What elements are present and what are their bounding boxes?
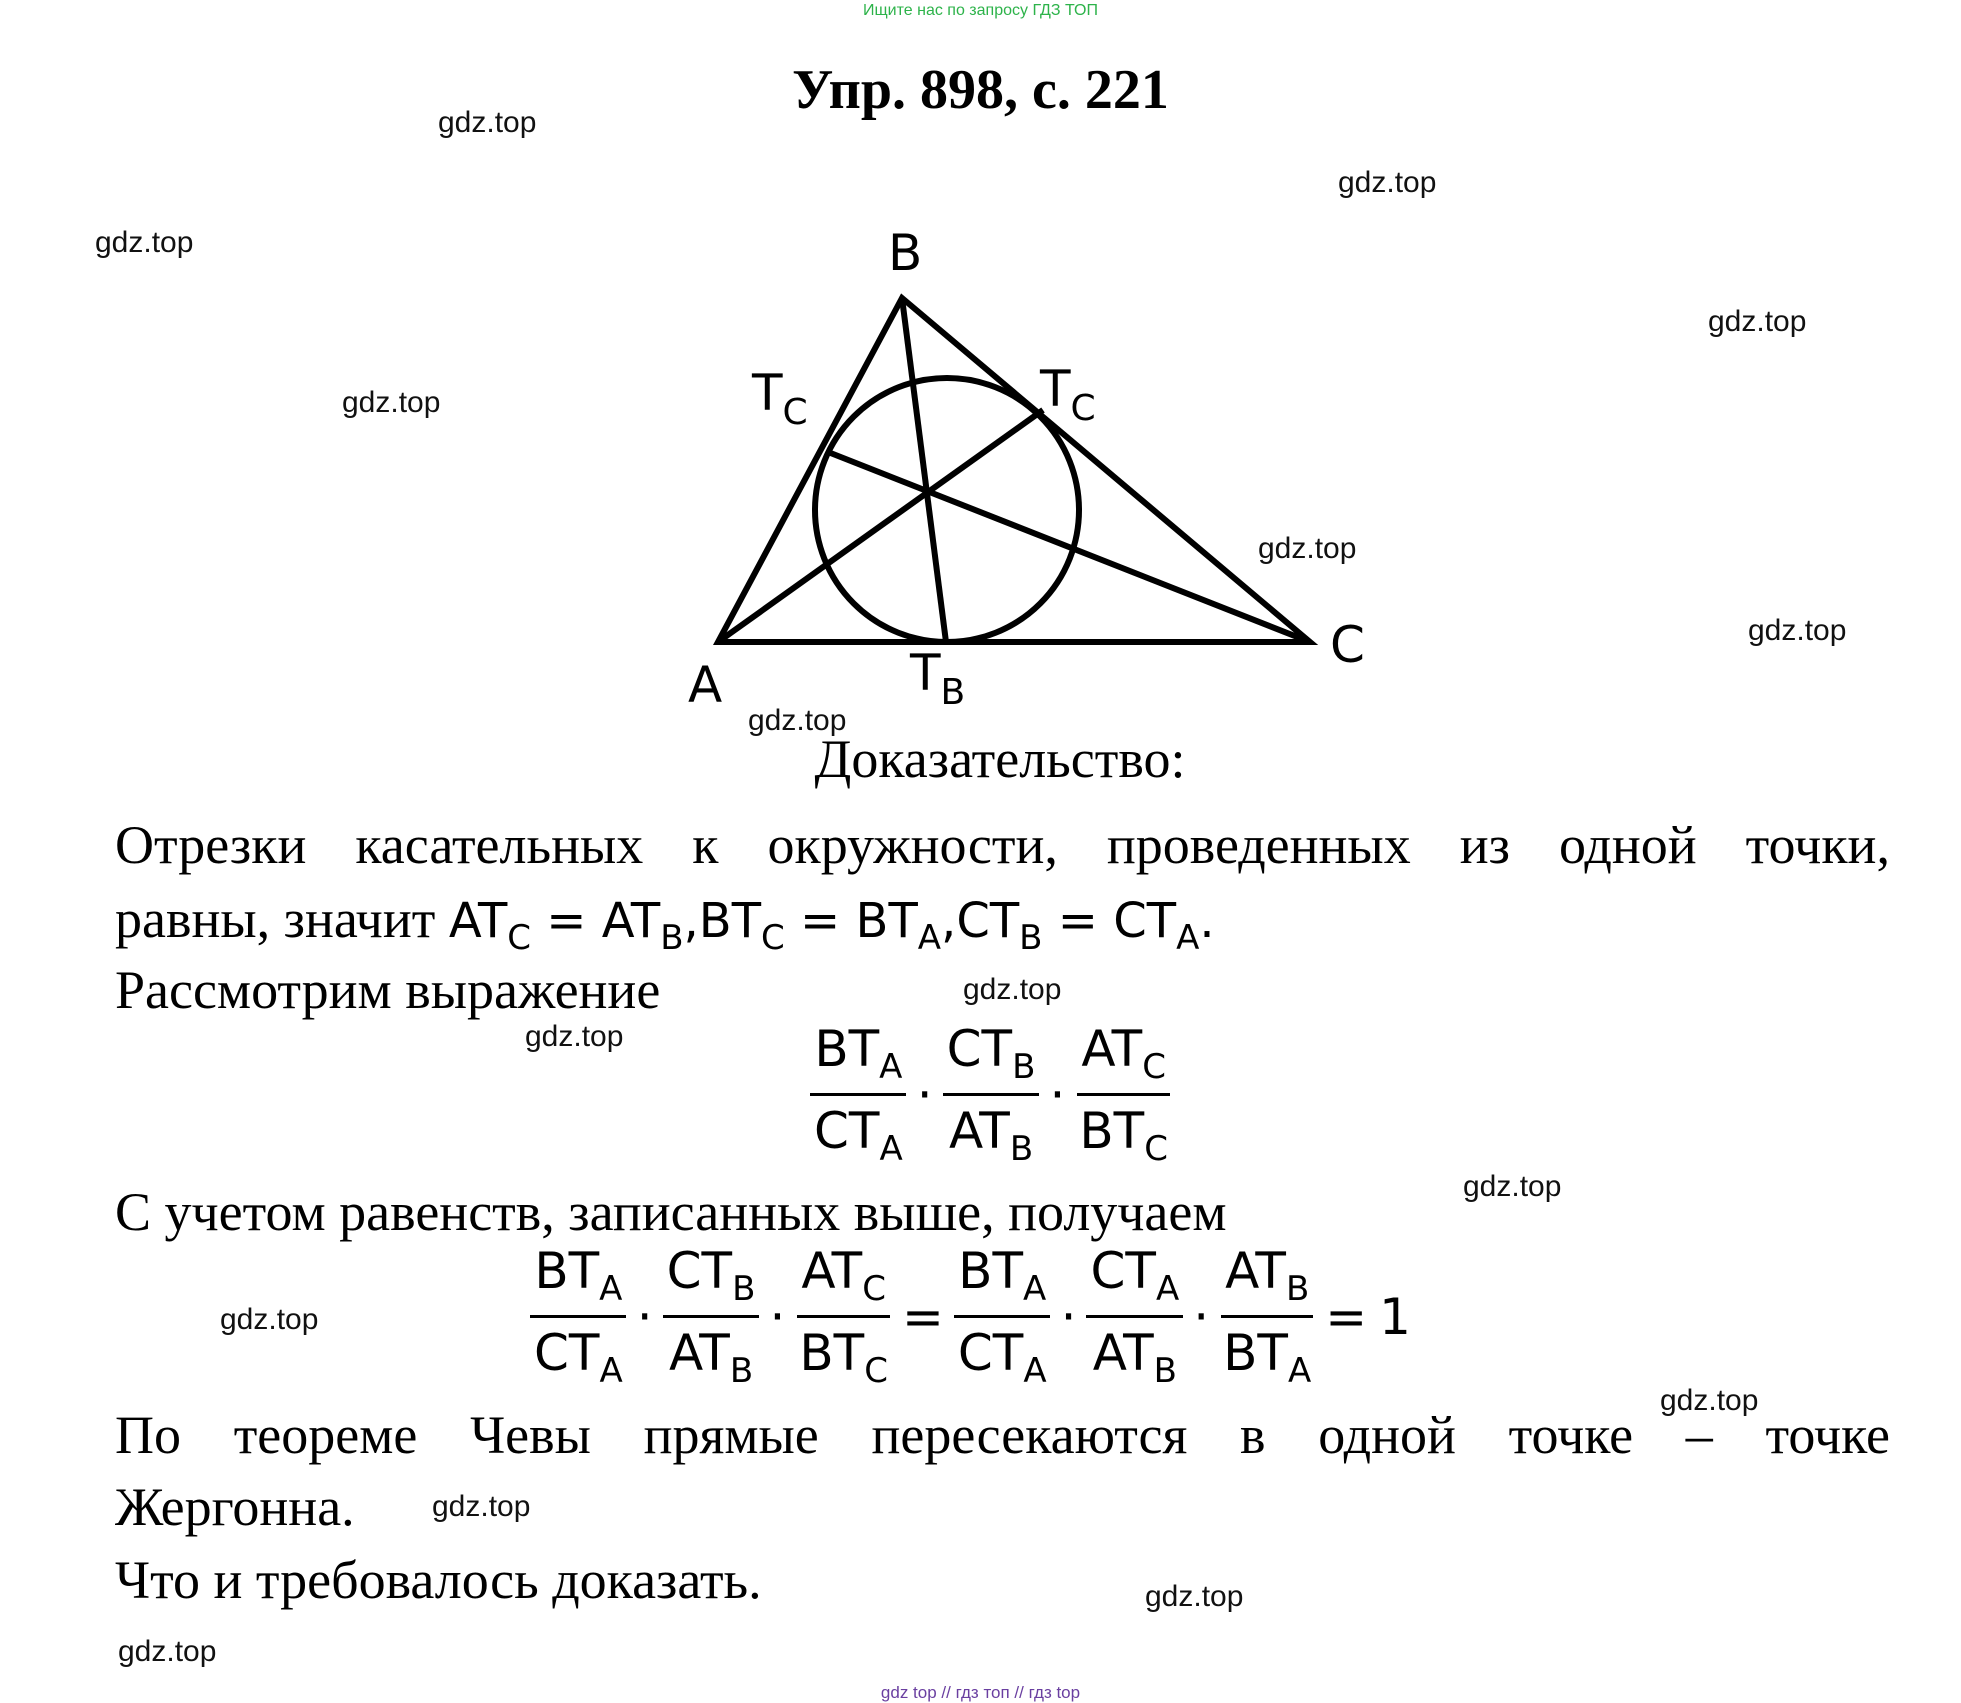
watermark: gdz.top <box>118 1635 217 1668</box>
triangle-abc <box>718 298 1310 642</box>
word: точки, <box>1745 815 1890 875</box>
paragraph-line-2: равны, значит $AT_C = AT_B,BT_C = BT_A,CT_B = CT_A$. <box>115 889 1215 958</box>
watermark: gdz.top <box>220 1303 319 1336</box>
watermark: gdz.top <box>1258 532 1357 565</box>
cevian-b <box>902 298 946 642</box>
word: точке <box>1508 1405 1634 1465</box>
word: в <box>1240 1405 1266 1465</box>
watermark: gdz.top <box>1748 614 1847 647</box>
word: точке <box>1765 1405 1890 1465</box>
word: одной <box>1318 1405 1456 1465</box>
word: пересекаются <box>871 1405 1188 1465</box>
expression: $\frac{BT_A}{CT_A}$ · $\frac{CT_B}{AT_B}$ · $\frac{AT_C}{BT_C}$ <box>806 1020 1176 1169</box>
tangent-label-right: $T_C$ <box>1040 360 1096 429</box>
word: Чевы <box>470 1405 591 1465</box>
equation-result: 1 <box>1379 1287 1411 1346</box>
fraction: $\frac{BT_A}{CT_A}$ <box>954 1242 1051 1391</box>
vertex-label-b: B <box>888 224 923 282</box>
word: касательных <box>355 815 644 875</box>
consider-line: Рассмотрим выражение <box>115 960 661 1020</box>
fraction: $\frac{BT_A}{CT_A}$ <box>810 1020 907 1169</box>
paragraph-line-1 <box>115 810 1890 880</box>
watermark: gdz.top <box>432 1490 531 1523</box>
with-account-line: С учетом равенств, записанных выше, получаем <box>115 1182 1227 1242</box>
watermark: gdz.top <box>438 106 537 139</box>
tangent-label-bottom: $T_B$ <box>910 644 966 713</box>
word: одной <box>1558 815 1697 875</box>
fraction: $\frac{CT_B}{AT_B}$ <box>943 1020 1040 1169</box>
qed-line: Что и требовалось доказать. <box>115 1550 762 1610</box>
equation: $\frac{BT_A}{CT_A}$ · $\frac{CT_B}{AT_B}$ · $\frac{AT_C}{BT_C}$ = $\frac{BT_A}{CT_A}$ · $\frac{CT_A}{AT_B}$ · $\frac{AT_B}{BT_A}$ = 1 <box>526 1242 1417 1391</box>
fraction: $\frac{CT_B}{AT_B}$ <box>663 1242 760 1391</box>
watermark: gdz.top <box>95 226 194 259</box>
watermark: gdz.top <box>1660 1384 1759 1417</box>
tangent-label-left: $T_C$ <box>752 364 808 433</box>
conclusion-line-2: Жергонна. <box>115 1477 355 1537</box>
vertex-label-c: C <box>1330 616 1365 674</box>
watermark: gdz.top <box>342 386 441 419</box>
cevian-c <box>828 452 1310 642</box>
equality-3: $CT_B = CT_A$. <box>956 893 1215 958</box>
watermark: gdz.top <box>525 1020 624 1053</box>
word: окружности, <box>767 815 1058 875</box>
equality-2: $BT_C = BT_A$, <box>698 893 957 958</box>
word: прямые <box>643 1405 819 1465</box>
cevian-a <box>718 410 1043 642</box>
fraction: $\frac{AT_B}{BT_A}$ <box>1219 1242 1315 1391</box>
word: – <box>1685 1405 1713 1465</box>
fraction: $\frac{BT_A}{CT_A}$ <box>530 1242 627 1391</box>
word: из <box>1459 815 1510 875</box>
watermark: gdz.top <box>748 704 847 737</box>
fraction: $\frac{AT_C}{BT_C}$ <box>1075 1020 1172 1169</box>
watermark: gdz.top <box>1338 166 1437 199</box>
word: Отрезки <box>115 815 307 875</box>
vertex-label-a: A <box>688 656 723 714</box>
word: к <box>692 815 719 875</box>
proof-title: Доказательство: <box>814 729 1186 789</box>
conclusion-line-1 <box>115 1400 1890 1470</box>
triangle-figure <box>660 210 1380 750</box>
word: По <box>115 1405 181 1465</box>
word: теореме <box>233 1405 418 1465</box>
fraction: $\frac{AT_C}{BT_C}$ <box>795 1242 892 1391</box>
equality-1: $AT_C = AT_B$, <box>448 893 699 958</box>
word: проведенных <box>1106 815 1411 875</box>
fraction: $\frac{CT_A}{AT_B}$ <box>1086 1242 1183 1391</box>
watermark: gdz.top <box>1463 1170 1562 1203</box>
watermark: gdz.top <box>1708 305 1807 338</box>
bottom-links[interactable]: gdz top // гдз топ // гдз top <box>880 1683 1081 1702</box>
watermark: gdz.top <box>963 973 1062 1006</box>
top-banner[interactable]: Ищите нас по запросу ГДЗ ТОП <box>863 2 1098 19</box>
exercise-heading: Упр. 898, с. 221 <box>792 59 1169 121</box>
watermark: gdz.top <box>1145 1580 1244 1613</box>
